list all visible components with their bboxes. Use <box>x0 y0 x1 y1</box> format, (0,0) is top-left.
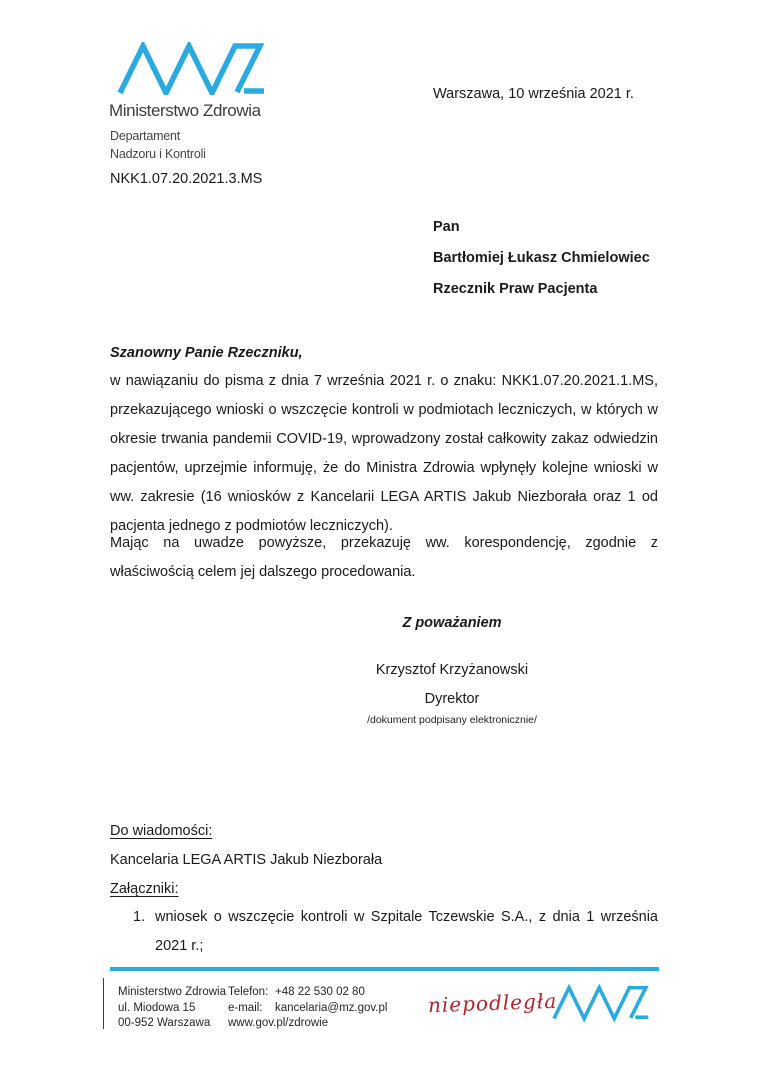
date-line: Warszawa, 10 września 2021 r. <box>433 86 634 102</box>
footer-address <box>118 985 226 1032</box>
niepodlegla-logo: niepodległa <box>427 988 558 1018</box>
attachment-item <box>133 903 658 961</box>
footer-email-row <box>228 1001 387 1017</box>
addressee-title: Pan <box>433 219 460 235</box>
body-paragraph-1: w nawiązaniu do pisma z dnia 7 września 2021 r. o znaku: NKK1.07.20.2021.1.MS, przekazującego wnioski o wszczęcie kontroli w podmiotach leczniczych, w których w okresie trwania pandemii COVID-19, wprowadzony został całkowity zakaz odwiedzin pacjentów, uprzejmie informuję, że do Ministra Zdrowia wpłynęły kolejne wnioski w ww. zakresie (16 wniosków z Kancelarii LEGA ARTIS Jakub Niezborała oraz 1 od pacjenta jednego z podmiotów leczniczych). <box>110 373 658 534</box>
cc-recipient: Kancelaria LEGA ARTIS Jakub Niezborała <box>110 852 383 868</box>
footer-email-label: e-mail: <box>228 1001 263 1014</box>
signer-name: Krzysztof Krzyżanowski <box>375 662 529 678</box>
addressee-name: Bartłomiej Łukasz Chmielowiec <box>433 250 650 266</box>
footer-website: www.gov.pl/zdrowie <box>228 1017 329 1029</box>
department-line2: Nadzoru i Kontroli <box>110 147 206 161</box>
mz-logo-footer <box>552 983 649 1022</box>
footer-phone-label: Telefon: <box>228 986 269 998</box>
signer-title: Dyrektor <box>424 691 480 707</box>
reference-number: NKK1.07.20.2021.3.MS <box>110 171 263 187</box>
footer-email-value: kancelaria@mz.gov.pl <box>275 1001 388 1014</box>
attachment-number: 1. <box>133 909 146 925</box>
department-line1: Departament <box>110 129 181 143</box>
signature-block <box>302 615 602 726</box>
addressee-role: Rzecznik Praw Pacjenta <box>433 281 598 297</box>
body-paragraph-2: Mając na uwadze powyższe, przekazuję ww. korespondencję, zgodnie z właściwością celem jej dalszego procedowania. <box>110 535 658 580</box>
signature-note: /dokument podpisany elektronicznie/ <box>367 714 537 726</box>
footer-address-line: ul. Miodowa 15 <box>118 1001 196 1014</box>
attachments-heading: Załączniki: <box>110 881 179 897</box>
ministry-name: Ministerstwo Zdrowia <box>109 101 261 120</box>
footer-phone-value: +48 22 530 02 80 <box>275 986 365 998</box>
footer-address-line: 00-952 Warszawa <box>118 1017 211 1029</box>
addressee-block <box>433 212 650 305</box>
footer-left-rule <box>103 978 104 1029</box>
greeting: Szanowny Panie Rzeczniku, <box>110 345 303 361</box>
footer-address-line: Ministerstwo Zdrowia <box>118 986 226 998</box>
department-name <box>110 127 206 163</box>
mz-logo <box>117 42 265 95</box>
footer-phone-row <box>228 985 387 1001</box>
attachment-text: wniosek o wszczęcie kontroli w Szpitale Tczewskie S.A., z dnia 1 września 2021 r.; <box>155 909 658 954</box>
footer-contact <box>228 985 387 1032</box>
closing-phrase: Z poważaniem <box>402 615 502 631</box>
footer-divider <box>110 967 659 971</box>
cc-heading: Do wiadomości: <box>110 823 213 839</box>
